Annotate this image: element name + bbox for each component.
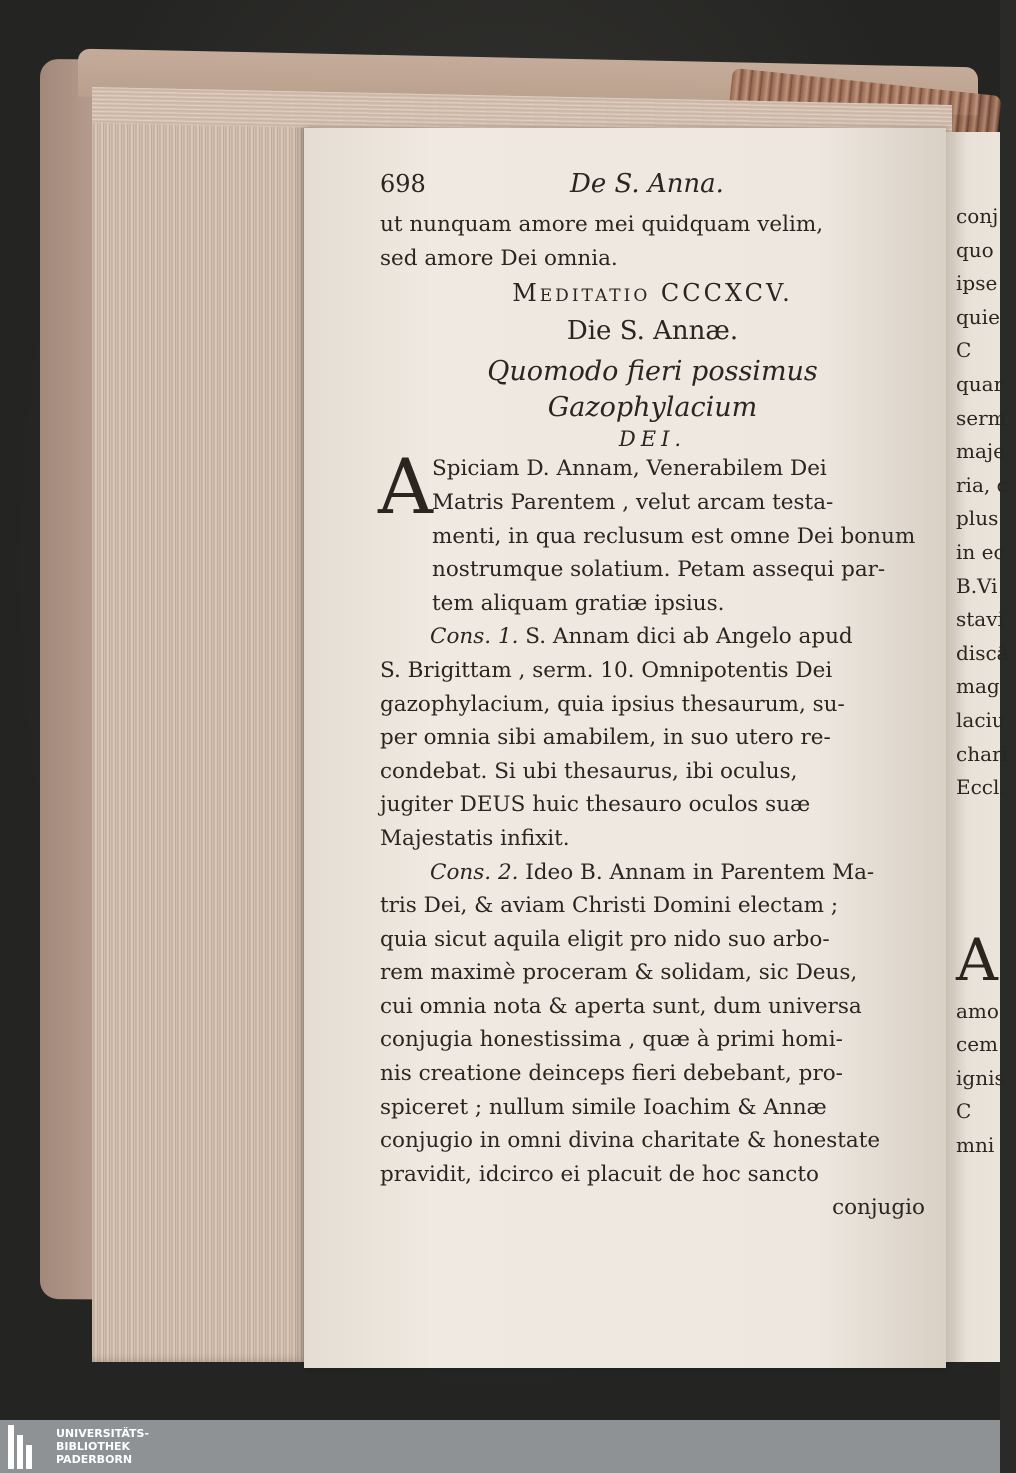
right-page-line: ipse: [956, 271, 998, 296]
text-line: nostrumque solatium. Petam assequi par-: [432, 557, 886, 583]
text-line: [380, 620, 925, 654]
text-line-content: Ideo B. Annam in Parentem Ma-: [525, 859, 875, 885]
text-line-content: S. Annam dici ab Angelo apud: [525, 624, 853, 650]
consideration-1: [380, 620, 925, 855]
right-page-line: chari: [956, 741, 1008, 766]
right-page-line: quie: [956, 304, 1000, 329]
library-footer: [0, 1420, 1000, 1473]
right-page-line: in ec: [956, 539, 1005, 564]
text-line: per omnia sibi amabilem, in suo utero re-: [380, 725, 831, 751]
consideration-label: Cons. 1.: [430, 624, 526, 650]
drop-cap: A: [378, 442, 433, 532]
meditation-question-dei: DEI.: [618, 427, 687, 452]
text-line: tem aliquam gratiæ ipsius.: [432, 590, 725, 616]
right-page-line: serm: [956, 405, 1007, 430]
text-line: nis creatione deinceps fieri debebant, pro-: [380, 1061, 843, 1087]
text-line: pravidit, idcirco ei placuit de hoc sancto: [380, 1161, 819, 1187]
text-line: cui omnia nota & aperta sunt, dum universa: [380, 993, 862, 1019]
right-page-line: C: [956, 338, 972, 363]
text-line: spiceret ; nullum simile Ioachim & Annæ: [380, 1094, 827, 1120]
right-page-line: conj: [956, 204, 999, 228]
right-page-line: quar: [956, 371, 1004, 396]
right-page-line: discâ: [956, 640, 1009, 665]
text-line: [380, 856, 925, 890]
page-number: 698: [380, 170, 426, 198]
meditation-heading: Meditatio CCCXCV.: [512, 279, 793, 308]
day-heading: Die S. Annæ.: [566, 315, 739, 346]
text-line: gazophylacium, quia ipsius thesaurum, su-: [380, 691, 845, 717]
right-page-line: plus: [956, 506, 999, 531]
text-line: sed amore Dei omnia.: [380, 245, 618, 271]
right-page-line: ria, c: [956, 472, 1008, 497]
text-line: quia sicut aquila eligit pro nido suo arbo-: [380, 926, 830, 952]
right-page-line: C: [956, 1099, 972, 1124]
right-page-text: [956, 200, 1016, 1163]
text-line: tris Dei, & aviam Christi Domini electam ;: [380, 893, 839, 919]
right-page-line: maje: [956, 439, 1005, 464]
text-line: conjugio in omni divina charitate & honestate: [380, 1128, 881, 1154]
text-line: Spiciam D. Annam, Venerabilem Dei: [432, 456, 827, 482]
right-page-line: laciu: [956, 707, 1005, 732]
right-page-lines-a: [956, 200, 1016, 805]
paragraph-1-lines: [432, 452, 925, 620]
text-line: rem maximè proceram & solidam, sic Deus,: [380, 960, 858, 986]
opening-lines: [380, 208, 925, 275]
consideration-2: [380, 856, 925, 1192]
right-page-line: quo: [956, 237, 994, 262]
text-line: menti, in qua reclusum est omne Dei bonum: [432, 523, 916, 549]
right-page-line: amo: [956, 998, 999, 1023]
running-head: De S. Anna.: [570, 169, 724, 199]
library-name-line1: UNIVERSITÄTS-: [56, 1427, 150, 1440]
text-line: Matris Parentem , velut arcam testa-: [432, 489, 834, 515]
library-name-line3: PADERBORN: [56, 1453, 133, 1466]
page-text: [380, 168, 925, 1225]
consideration-label: Cons. 2.: [430, 859, 526, 885]
right-page-line: mni: [956, 1133, 995, 1158]
text-line: ut nunquam amore mei quidquam velim,: [380, 212, 824, 237]
right-page-line: B.Vi: [956, 573, 998, 598]
running-header: [380, 168, 925, 208]
text-line: conjugia honestissima , quæ à primi homi-: [380, 1027, 843, 1053]
library-name-line2: BIBLIOTHEK: [56, 1440, 131, 1453]
right-page-line: Eccl.: [956, 775, 1006, 800]
text-line: S. Brigittam , serm. 10. Omnipotentis Dei: [380, 657, 833, 683]
right-page-lines-b: [956, 995, 1016, 1163]
page-edges: [92, 92, 307, 1362]
right-page-initial: A: [956, 925, 998, 994]
right-page-line: ignis: [956, 1065, 1005, 1090]
text-line: jugiter DEUS huic thesauro oculos suæ: [380, 792, 811, 818]
meditation-question: Quomodo fieri possimus Gazophylacium: [487, 356, 818, 424]
text-line: Majestatis infixit.: [380, 825, 570, 851]
right-page-line: mag: [956, 674, 1000, 699]
library-name: [56, 1427, 149, 1466]
catchword: conjugio: [832, 1195, 925, 1221]
text-line: condebat. Si ubi thesaurus, ibi oculus,: [380, 758, 798, 784]
right-page-line: stavi: [956, 607, 1004, 632]
paragraph-1: [378, 442, 925, 620]
library-logo-icon: [8, 1425, 48, 1469]
right-page-line: cem: [956, 1032, 999, 1057]
